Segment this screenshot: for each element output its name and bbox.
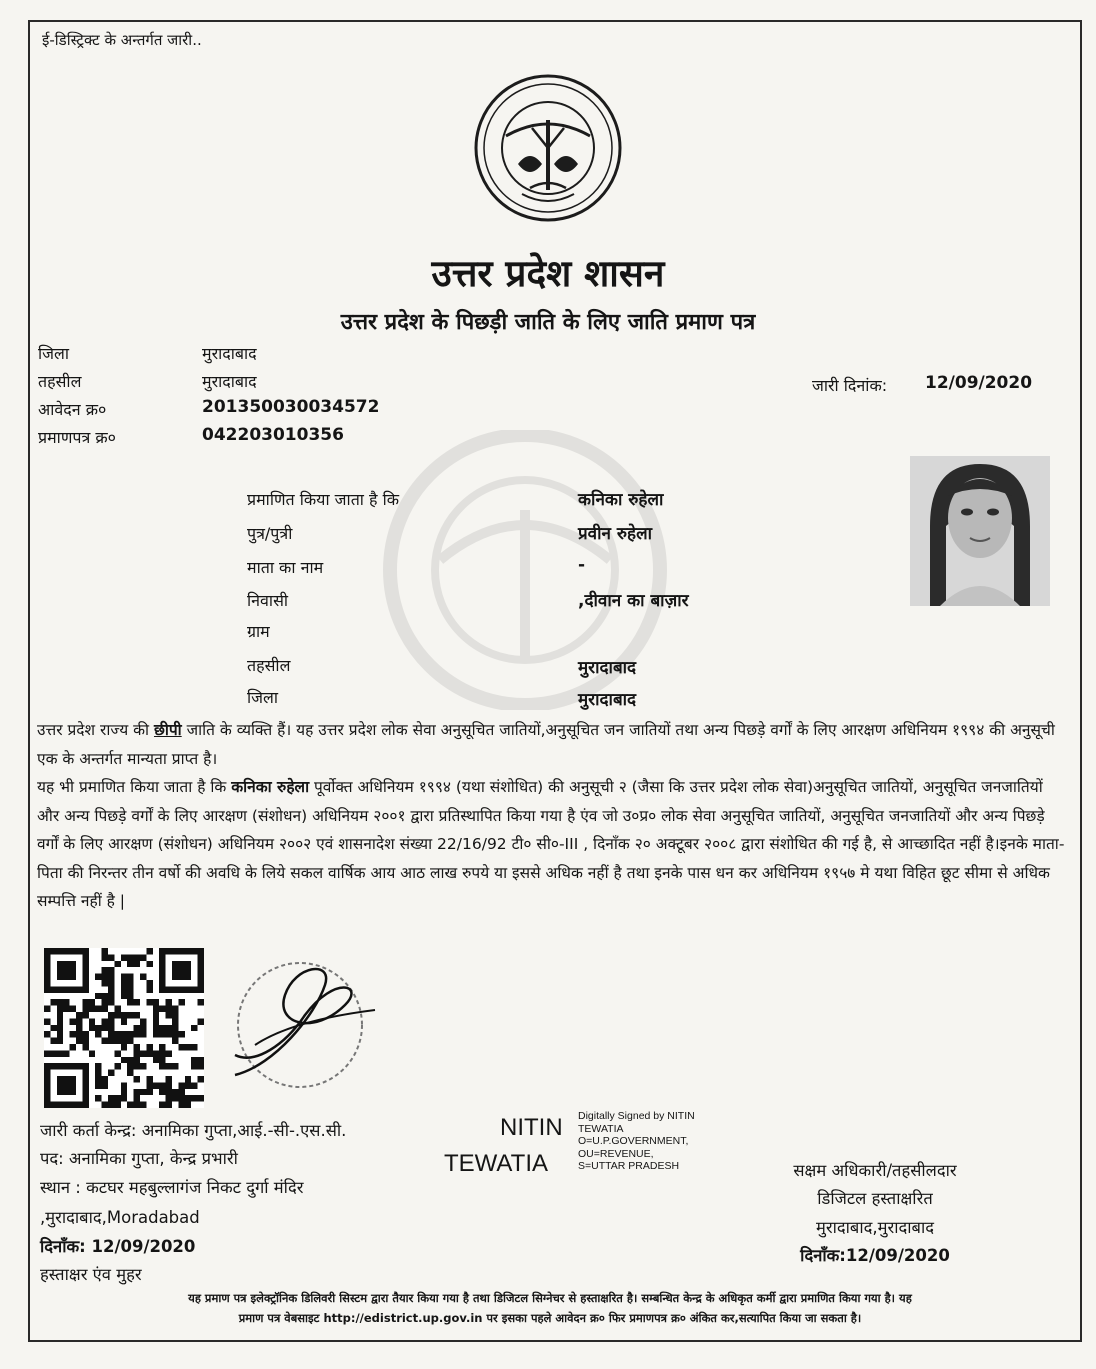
up-government-emblem [472, 72, 624, 224]
field-value-name: कनिका रुहेला [578, 490, 664, 510]
certified-name: कनिका रुहेला [231, 778, 310, 796]
tehsil-label: तहसील [38, 372, 82, 391]
field-value-tehsil: मुरादाबाद [578, 658, 637, 678]
caste-paragraph: उत्तर प्रदेश राज्य की छीपी जाति के व्यक्ति हैं। यह उत्तर प्रदेश लोक सेवा अनुसूचित जातियों,अनुसूचित जन जातियों तथा अन्य पिछड़े वर्गों के लिए आरक्षण अधिनियम १९९४ की अनुसूची एक के अन्तर्गत मान्यता प्राप्त है। [37, 721, 1055, 768]
officer-place: मुरादाबाद,मुरादाबाद [815, 1218, 934, 1237]
application-number-value: 201350030034572 [202, 397, 380, 417]
issuer-place-line-2: ,मुरादाबाद,Moradabad [40, 1208, 200, 1227]
caste-name: छीपी [153, 721, 182, 739]
footer-note-line-1: यह प्रमाण पत्र इलेक्ट्रॉनिक डिलिवरी सिस्टम द्वारा तैयार किया गया है तथा डिजिटल सिग्नेचर से हस्ताक्षरित है। सम्बन्धित केन्द्र के अधिकृत कर्मी द्वारा प्रमाणित किया गया है। यह [188, 1291, 912, 1305]
field-label-son-daughter: पुत्र/पुत्री [247, 524, 293, 543]
certificate-number-label: प्रमाणपत्र क्र० [38, 428, 116, 447]
applicant-photo [910, 456, 1050, 606]
certificate-number-value: 042203010356 [202, 425, 344, 445]
issuer-place-line-1: स्थान : कटघर महबुल्लागंज निकट दुर्गा मंदिर [40, 1178, 304, 1197]
district-value: मुरादाबाद [202, 344, 257, 363]
application-number-label: आवेदन क्र० [38, 400, 107, 419]
issue-date-label: जारी दिनांक: [812, 376, 888, 395]
qr-code [44, 948, 204, 1108]
field-label-village: ग्राम [247, 622, 270, 641]
officer-date: दिनाँक:12/09/2020 [800, 1246, 950, 1265]
field-label-certified-that: प्रमाणित किया जाता है कि [247, 490, 400, 509]
signer-first-name: NITIN [500, 1114, 563, 1141]
field-label-district: जिला [247, 688, 279, 707]
issuer-post: पद: अनामिका गुप्ता, केन्द्र प्रभारी [40, 1149, 238, 1168]
field-value-resident: ,दीवान का बाज़ार [578, 591, 689, 611]
field-label-resident: निवासी [247, 591, 289, 610]
district-label: जिला [38, 344, 70, 363]
digital-signature-details: Digitally Signed by NITIN TEWATIA O=U.P.GOVERNMENT, OU=REVENUE, S=UTTAR PRADESH [578, 1110, 695, 1172]
field-label-tehsil: तहसील [247, 656, 291, 675]
officer-title: सक्षम अधिकारी/तहसीलदार [793, 1161, 957, 1180]
signature-and-seal-label: हस्ताक्षर एंव मुहर [40, 1265, 142, 1284]
issuing-centre: जारी कर्ता केन्द्र: अनामिका गुप्ता,आई.-सी-.एस.सी. [40, 1121, 347, 1140]
tehsil-value: मुरादाबाद [202, 372, 257, 391]
digital-signature-block [440, 1110, 730, 1185]
field-value-district: मुरादाबाद [578, 690, 637, 710]
field-value-mother-name: - [578, 555, 586, 575]
certification-paragraph: यह भी प्रमाणित किया जाता है कि कनिका रुहेला पूर्वोक्त अधिनियम १९९४ (यथा संशोधित) की अनुसूची २ (जैसा कि उत्तर प्रदेश लोक सेवा)अनुसूचित जातियों, अनुसूचित जनजातियों और अन्य पिछड़े वर्गों के लिए आरक्षण (संशोधन) अधिनियम २००१ द्वारा प्रतिस्थापित किया गया है एंव जो उ०प्र० लोक सेवा अनुसूचित जातियों, अनुसूचित जनजातियों और अन्य पिछड़े वर्गों के लिए आरक्षण (संशोधन) अधिनियम २००२ एवं शासनादेश संख्या 22/16/92 टी० सी०-III , दिनाँक २० अक्टूबर २००८ द्वारा संशोधित की गई है, से आच्छादित नहीं है।इनके माता-पिता की निरन्तर तीन वर्षो की अवधि के लिये सकल वार्षिक आय आठ लाख रुपये या इससे अधिक नहीं है तथा इनके पास धन कर अधिनियम १९५७ मे यथा विहित छूट सीमा से अधिक सम्पत्ति नहीं है | [37, 778, 1065, 910]
header-note: ई-डिस्ट्रिक्ट के अन्तर्गत जारी.. [42, 31, 202, 49]
issue-date-value: 12/09/2020 [925, 373, 1033, 393]
signer-last-name: TEWATIA [444, 1150, 548, 1177]
field-value-father-name: प्रवीन रुहेला [578, 524, 653, 544]
document-title: उत्तर प्रदेश शासन [431, 252, 665, 295]
watermark-emblem [340, 430, 710, 710]
footer-note-line-2: प्रमाण पत्र वेबसाइट http://edistrict.up.gov.in पर इसका पहले आवेदन क्र० फिर प्रमाणपत्र क्र० अंकित कर,सत्यापित किया जा सकता है। [238, 1311, 862, 1325]
issuer-signature-and-stamp [215, 955, 385, 1095]
document-subtitle: उत्तर प्रदेश के पिछड़ी जाति के लिए जाति प्रमाण पत्र [340, 310, 756, 335]
field-label-mother-name: माता का नाम [247, 558, 324, 577]
issuer-date: दिनाँक: 12/09/2020 [40, 1237, 196, 1256]
officer-digitally-signed: डिजिटल हस्ताक्षरित [817, 1189, 933, 1208]
